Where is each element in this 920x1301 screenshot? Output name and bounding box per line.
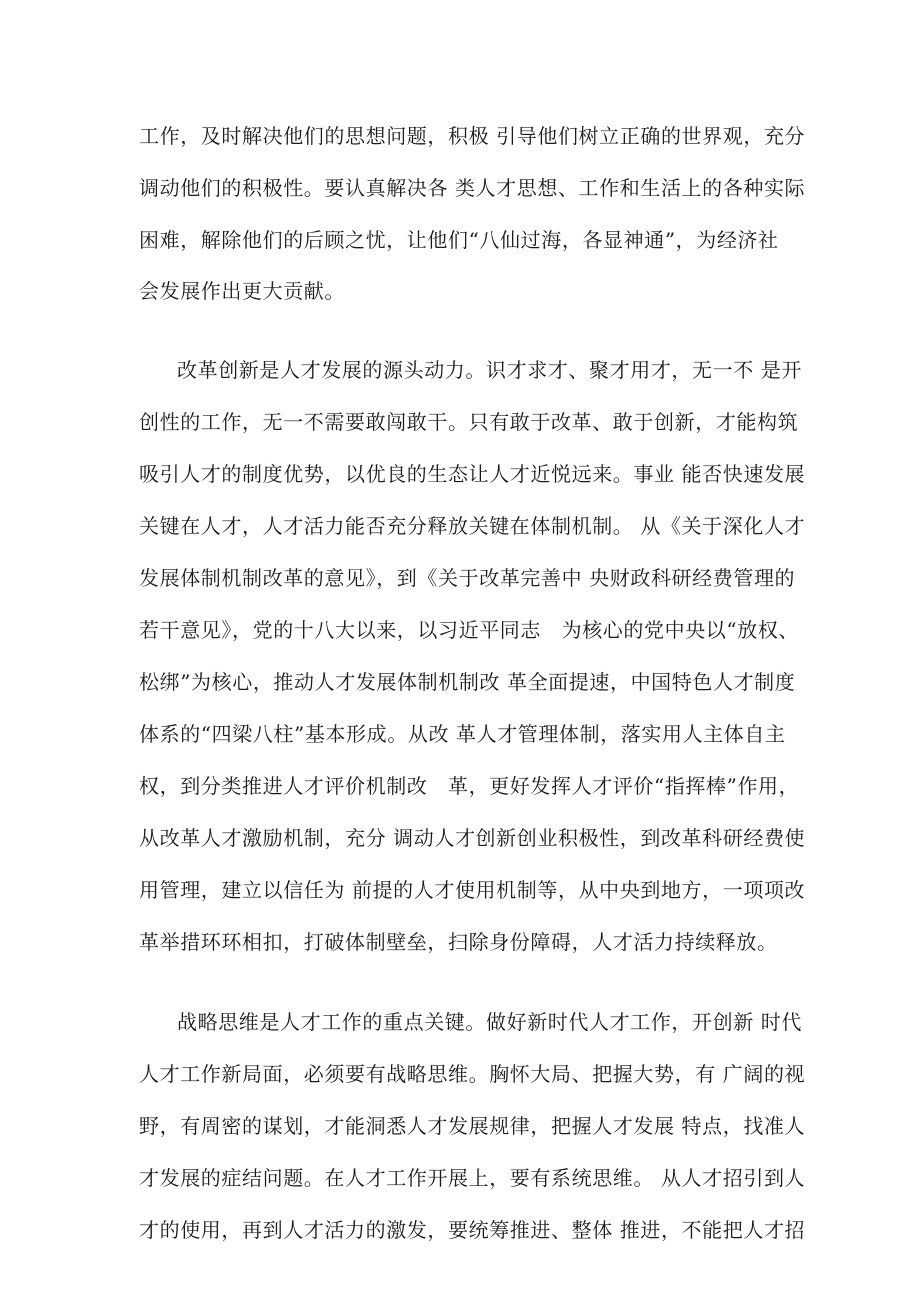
paragraph-2-line-5: 发展体制机制改革的意见》，到《关于改革完善中 央财政科研经费管理的	[139, 566, 796, 590]
paragraph-2-line-1: 改革创新是人才发展的源头动力。识才求才、聚才用才，无一不 是开	[177, 358, 802, 382]
paragraph-2-line-10: 从改革人才激励机制，充分 调动人才创新创业积极性，到改革科研经费使	[139, 826, 806, 850]
paragraph-2-line-6: 若干意见》，党的十八大以来，以习近平同志 为核心的党中央以“放权、	[139, 618, 800, 642]
paragraph-2-line-9: 权，到分类推进人才评价机制改 革，更好发挥人才评价“指挥棒”作用，	[139, 774, 800, 798]
paragraph-2-line-11: 用管理，建立以信任为 前提的人才使用机制等，从中央到地方，一项项改	[139, 878, 806, 902]
paragraph-2-line-4: 关键在人才，人才活力能否充分释放关键在体制机制。 从《关于深化人才	[139, 514, 806, 538]
paragraph-3-line-3: 野，有周密的谋划，才能洞悉人才发展规律，把握人才发展 特点，找准人	[139, 1114, 806, 1138]
paragraph-3-line-2: 人才工作新局面，必须要有战略思维。胸怀大局、把握大势，有 广阔的视	[139, 1062, 806, 1086]
paragraph-1-line-4: 会发展作出更大贡献。	[139, 279, 345, 303]
paragraph-1-line-1: 工作，及时解决他们的思想问题，积极 引导他们树立正确的世界观，充分	[139, 124, 806, 148]
paragraph-1-line-3: 困难，解除他们的后顾之忧，让他们“八仙过海，各显神通”，为经济社	[139, 228, 779, 252]
paragraph-3-line-5: 才的使用，再到人才活力的激发，要统筹推进、整体 推进，不能把人才招	[139, 1218, 806, 1242]
paragraph-2-line-12: 革举措环环相扣，打破体制壁垒，扫除身份障碍，人才活力持续释放。	[139, 930, 778, 954]
paragraph-3-line-1: 战略思维是人才工作的重点关键。做好新时代人才工作，开创新 时代	[177, 1010, 802, 1034]
paragraph-1-line-2: 调动他们的积极性。要认真解决各 类人才思想、工作和生活上的各种实际	[139, 176, 806, 200]
paragraph-2-line-3: 吸引人才的制度优势，以优良的生态让人才近悦远来。事业 能否快速发展	[139, 462, 806, 486]
paragraph-2-line-8: 体系的“四梁八柱”基本形成。从改 革人才管理体制，落实用人主体自主	[139, 722, 786, 746]
paragraph-2-line-7: 松绑”为核心，推动人才发展体制机制改 革全面提速，中国特色人才制度	[139, 670, 796, 694]
paragraph-2-line-2: 创性的工作，无一不需要敢闯敢干。只有敢于改革、敢于创新，才能构筑	[139, 410, 799, 434]
paragraph-3-line-4: 才发展的症结问题。在人才工作开展上，要有系统思维。 从人才招引到人	[139, 1166, 806, 1190]
